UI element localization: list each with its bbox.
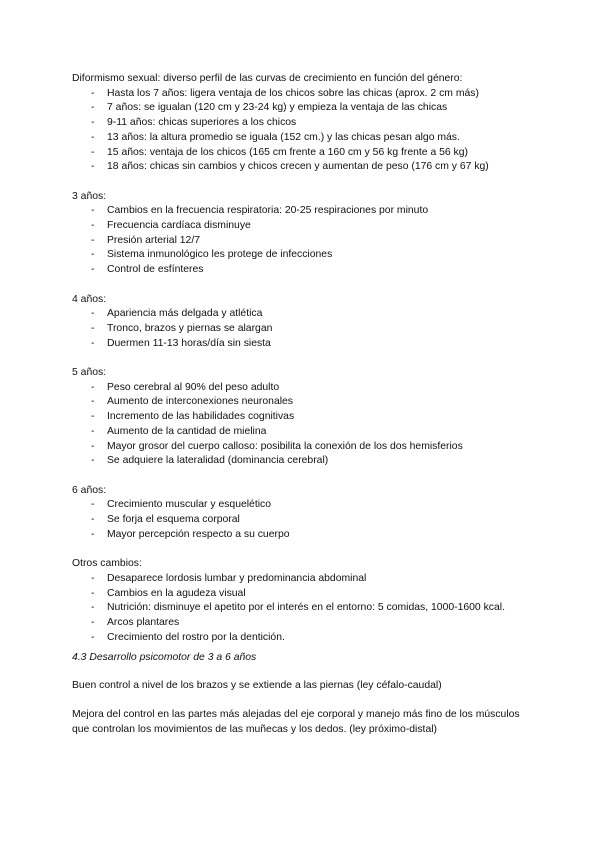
section-5-anos [72,366,532,469]
bullet-list [72,307,532,351]
list-item: - Apariencia más delgada y atlética [72,307,532,322]
list-item: - Se adquiere la lateralidad (dominancia cerebral) [72,454,532,469]
subheading-psicomotor: 4.3 Desarrollo psicomotor de 3 a 6 años [72,652,257,664]
list-item: - Cambios en la agudeza visual [72,587,532,602]
paragraph: Buen control a nivel de los brazos y se extiende a las piernas (ley céfalo-caudal) [72,680,442,692]
section-heading: Diformismo sexual: diverso perfil de las curvas de crecimiento en función del género: [72,73,463,84]
bullet-list [72,572,532,646]
section-4-anos [72,293,532,352]
list-item: - 9-11 años: chicas superiores a los chicos [72,116,532,131]
section-heading: 6 años: [72,484,107,496]
list-item: - Desaparece lordosis lumbar y predominancia abdominal [72,572,532,587]
section-otros-cambios [72,557,532,645]
bullet-list [72,87,532,175]
paragraph: Mejora del control en las partes más alejadas del eje corporal y manejo más fino de los músculos que controlan los movimientos de las muñecas y los dedos. (ley próximo-distal) [72,709,520,736]
section-6-anos [72,484,532,543]
section-heading: 5 años: [72,367,107,379]
list-item: - Hasta los 7 años: ligera ventaja de los chicos sobre las chicas (aprox. 2 cm más) [72,87,532,102]
list-item: - Cambios en la frecuencia respiratoria: 20-25 respiraciones por minuto [72,204,532,219]
list-item: - 13 años: la altura promedio se iguala (152 cm.) y las chicas pesan algo más. [72,131,532,146]
section-heading: Otros cambios: [72,558,142,570]
list-item: - Nutrición: disminuye el apetito por el interés en el entorno: 5 comidas, 1000-1600 kcal. [72,601,532,616]
section-heading: 3 años: [72,190,107,202]
section-3-anos [72,190,532,278]
list-item: - Duermen 11-13 horas/día sin siesta [72,337,532,352]
list-item: - 7 años: se igualan (120 cm y 23-24 kg) y empieza la ventaja de las chicas [72,101,532,116]
list-item: - Incremento de las habilidades cognitivas [72,410,532,425]
section-dimorfismo [72,72,532,175]
list-item: - Crecimiento del rostro por la dentición. [72,631,532,646]
list-item: - Arcos plantares [72,616,532,631]
list-item: - Control de esfínteres [72,263,532,278]
list-item: - Aumento de la cantidad de mielina [72,425,532,440]
list-item: - 15 años: ventaja de los chicos (165 cm frente a 160 cm y 56 kg frente a 56 kg) [72,146,532,161]
document-page [72,72,532,753]
list-item: - 18 años: chicas sin cambios y chicos crecen y aumentan de peso (176 cm y 67 kg) [72,160,532,175]
bullet-list [72,498,532,542]
list-item: - Presión arterial 12/7 [72,234,532,249]
list-item: - Crecimiento muscular y esquelético [72,498,532,513]
bullet-list [72,381,532,469]
list-item: - Tronco, brazos y piernas se alargan [72,322,532,337]
list-item: - Peso cerebral al 90% del peso adulto [72,381,532,396]
list-item: - Se forja el esquema corporal [72,513,532,528]
list-item: - Mayor percepción respecto a su cuerpo [72,528,532,543]
list-item: - Frecuencia cardíaca disminuye [72,219,532,234]
list-item: - Aumento de interconexiones neuronales [72,395,532,410]
section-heading: 4 años: [72,293,107,305]
bullet-list [72,204,532,278]
list-item: - Mayor grosor del cuerpo calloso: posibilita la conexión de los dos hemisferios [72,440,532,455]
list-item: - Sistema inmunológico les protege de infecciones [72,248,532,263]
